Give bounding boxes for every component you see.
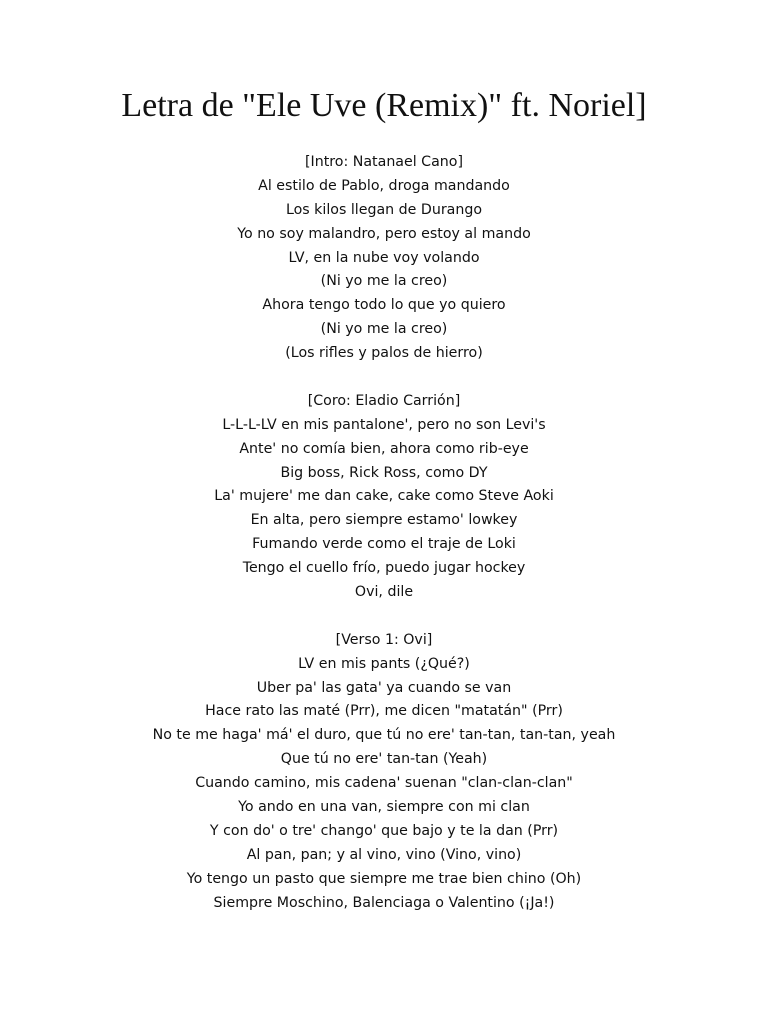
lyrics-section (0, 629, 768, 916)
lyric-line: Uber pa' las gata' ya cuando se van (256, 679, 512, 696)
lyric-line: (Ni yo me la creo) (320, 273, 448, 290)
section-heading: [Intro: Natanael Cano] (304, 154, 463, 170)
lyric-line: LV en mis pants (¿Qué?) (298, 655, 470, 672)
lyric-line: Y con do' o tre' chango' que bajo y te la dan (Prr) (209, 822, 559, 839)
lyric-line: Los kilos llegan de Durango (285, 201, 483, 218)
section-heading: [Verso 1: Ovi] (335, 631, 433, 648)
lyric-line: (Los rifles y palos de hierro) (285, 345, 483, 362)
lyric-line: Ovi, dile (354, 584, 414, 601)
lyric-line: L-L-L-LV en mis pantalone', pero no son Levi's (222, 416, 546, 433)
lyric-line: Siempre Moschino, Balenciaga o Valentino (¡Ja!) (213, 894, 555, 911)
lyric-line: Al pan, pan; y al vino, vino (Vino, vino) (246, 846, 522, 863)
lyric-line: Hace rato las maté (Prr), me dicen "matatán" (Prr) (205, 703, 563, 720)
lyric-line: Big boss, Rick Ross, como DY (280, 464, 488, 481)
lyric-line: No te me haga' má' el duro, que tú no ere' tan-tan, tan-tan, yeah (152, 727, 616, 744)
lyrics-section (0, 151, 768, 366)
lyrics-section (0, 390, 768, 605)
lyric-line: Yo tengo un pasto que siempre me trae bien chino (Oh) (186, 870, 582, 887)
lyric-line: Ante' no comía bien, ahora como rib-eye (239, 440, 529, 457)
lyric-line: (Ni yo me la creo) (320, 321, 448, 338)
section-heading: [Coro: Eladio Carrión] (307, 392, 461, 409)
lyric-line: En alta, pero siempre estamo' lowkey (250, 512, 518, 529)
lyrics-body (0, 151, 768, 939)
lyric-line: Ahora tengo todo lo que yo quiero (262, 297, 506, 314)
document-title: Letra de "Ele Uve (Remix)" ft. Noriel] (121, 87, 647, 124)
lyric-line: Yo no soy malandro, pero estoy al mando (237, 225, 531, 242)
lyric-line: Yo ando en una van, siempre con mi clan (238, 799, 530, 816)
lyric-line: Cuando camino, mis cadena' suenan "clan-clan-clan" (195, 775, 573, 792)
lyric-line: Al estilo de Pablo, droga mandando (258, 177, 510, 194)
lyric-line: La' mujere' me dan cake, cake como Steve Aoki (214, 488, 554, 505)
lyric-line: Fumando verde como el traje de Loki (252, 536, 516, 553)
lyric-line: Que tú no ere' tan-tan (Yeah) (280, 751, 488, 768)
lyric-line: Tengo el cuello frío, puedo jugar hockey (242, 560, 526, 577)
lyric-line: LV, en la nube voy volando (288, 249, 480, 266)
